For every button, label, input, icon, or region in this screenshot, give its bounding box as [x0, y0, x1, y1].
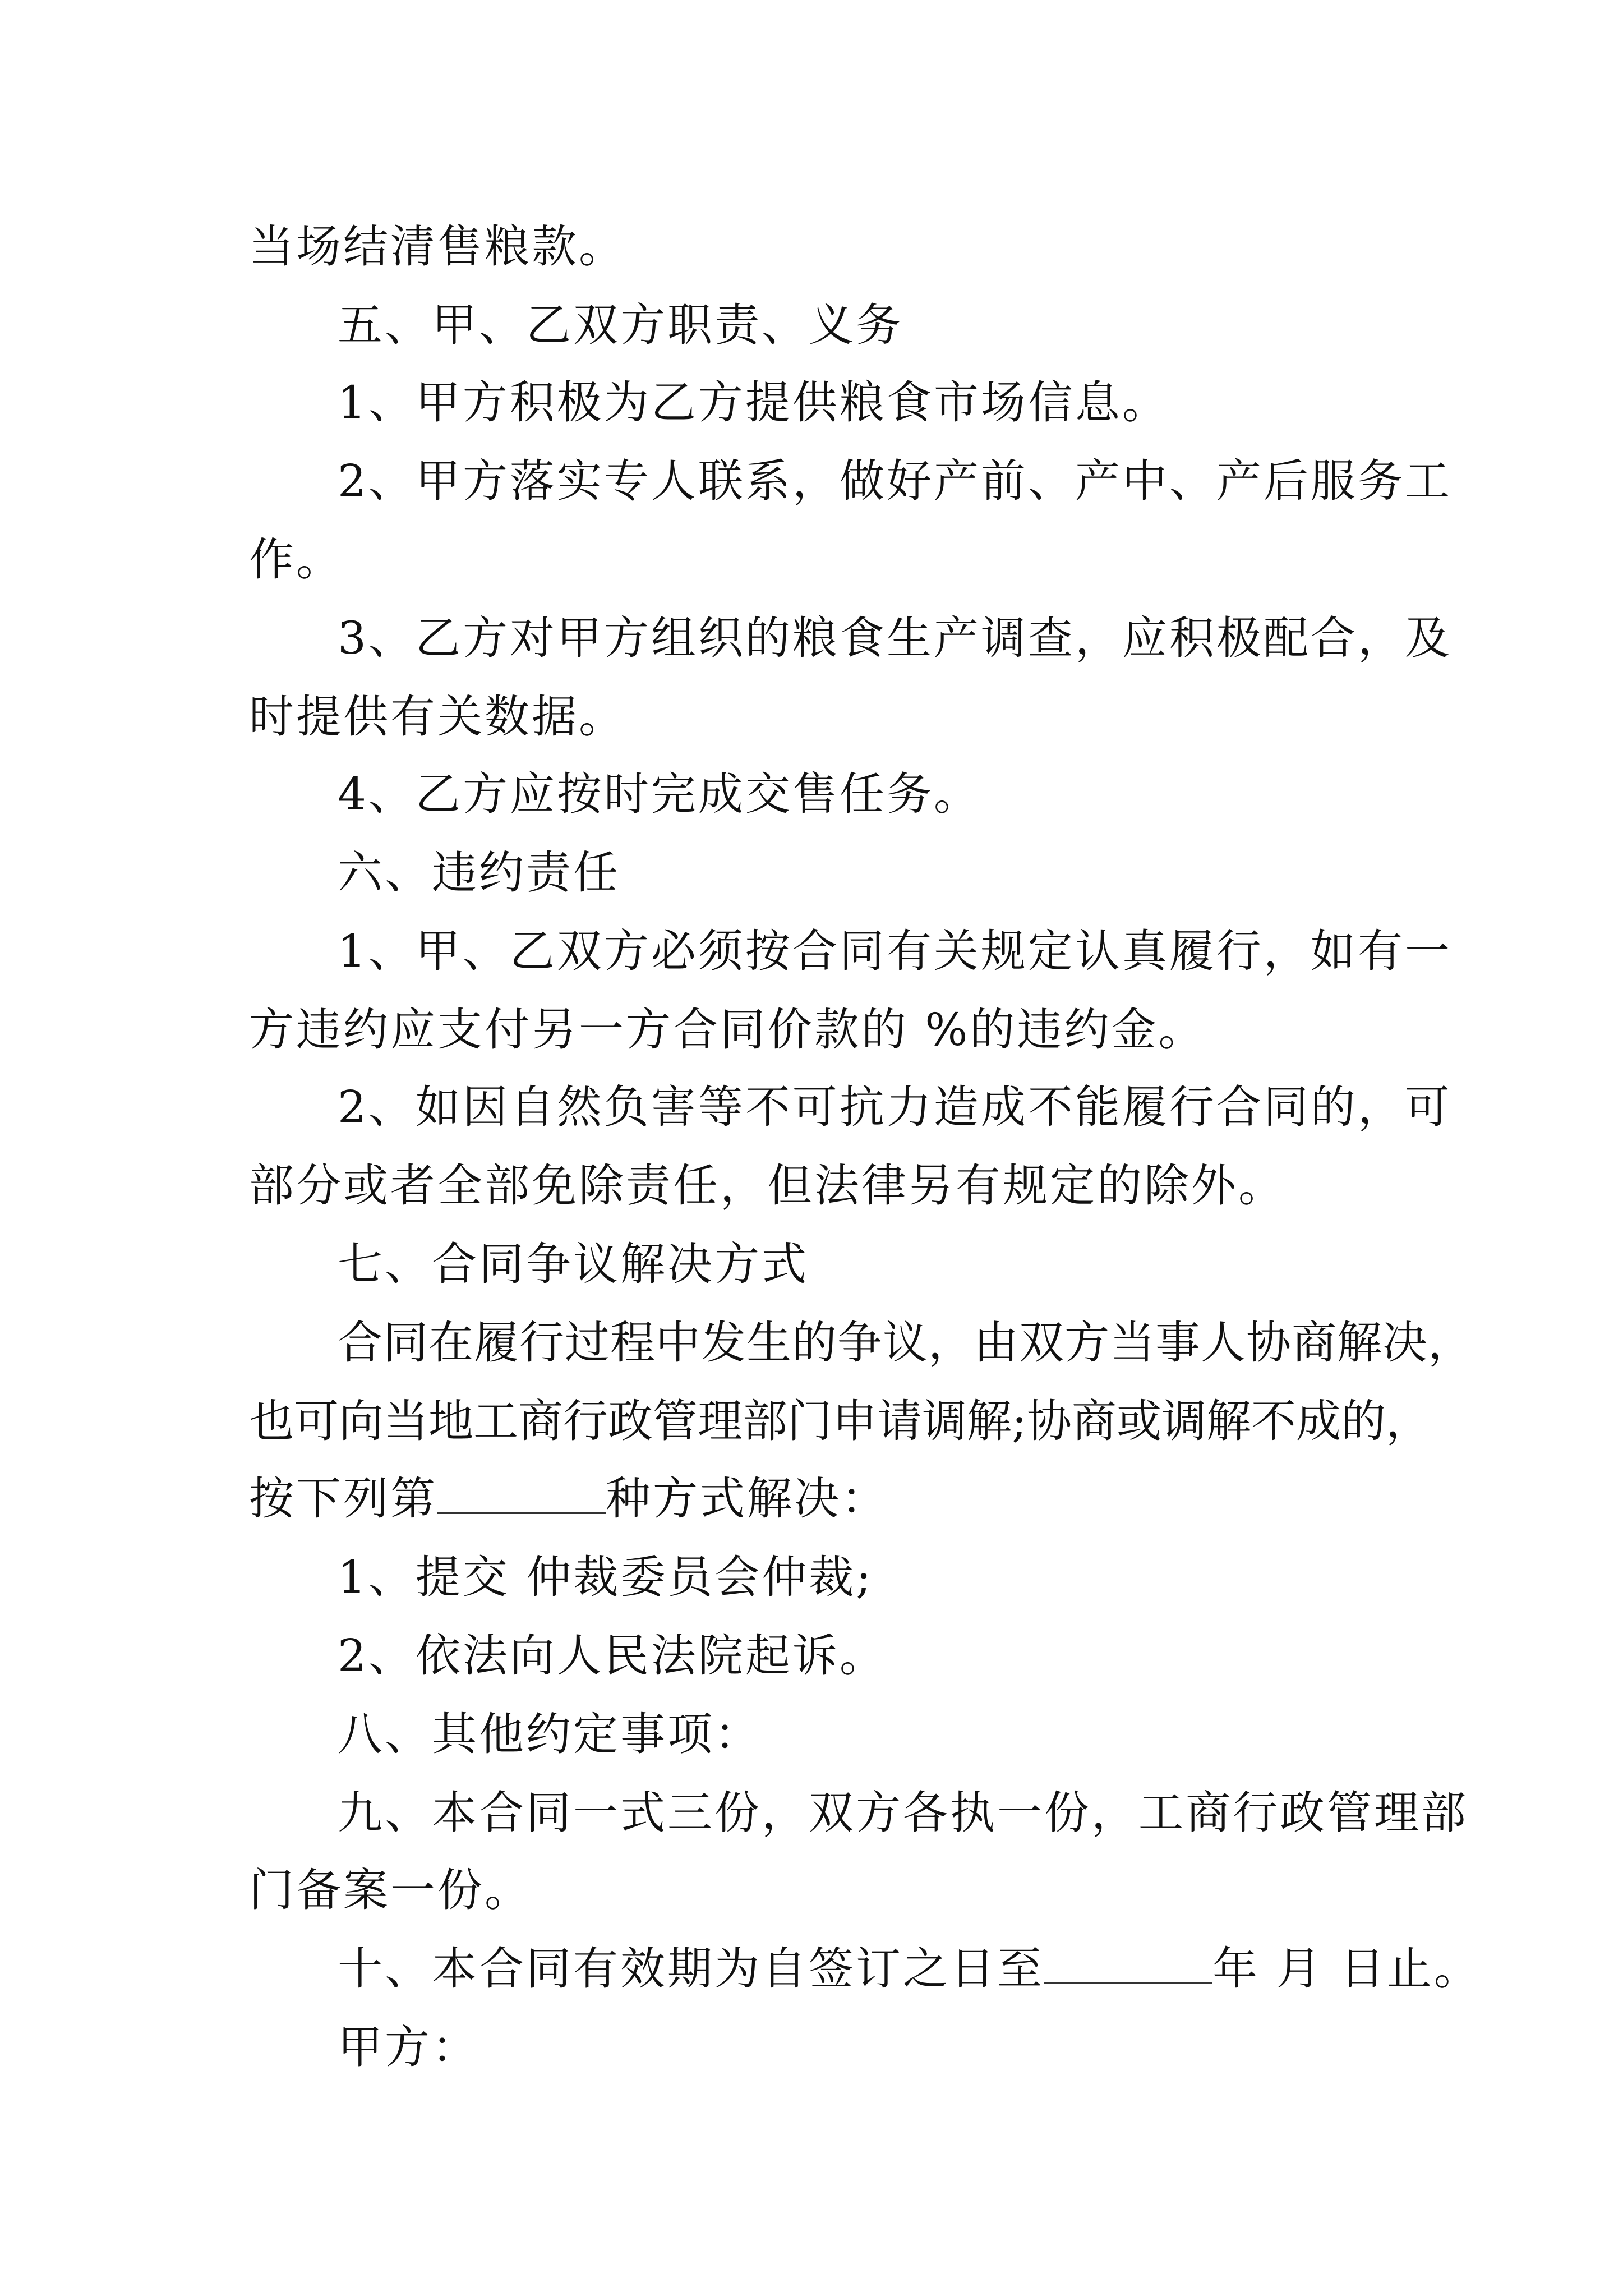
- text-line: 当场结清售粮款。: [249, 220, 626, 273]
- text-line: 也可向当地工商行政管理部门申请调解;协商或调解不成的，: [249, 1395, 1431, 1447]
- text-line: 1、甲、乙双方必须按合同有关规定认真履行，如有一: [338, 925, 1452, 977]
- text-line: 方违约应支付另一方合同价款的 %的违约金。: [249, 1004, 1206, 1056]
- text-segment: 年 月 日止。: [1212, 1943, 1481, 1995]
- text-line: 门备案一份。: [249, 1864, 532, 1916]
- section-heading: 七、合同争议解决方式: [338, 1238, 809, 1290]
- text-segment: 按下列第: [249, 1473, 437, 1525]
- section-heading: 六、违约责任: [338, 846, 620, 899]
- text-line: [338, 1941, 1481, 1997]
- fill-in-blank[interactable]: [437, 1473, 606, 1514]
- section-heading: 五、甲、乙双方职责、义务: [338, 299, 903, 351]
- text-segment: 十、本合同有效期为自签订之日至: [338, 1943, 1044, 1995]
- fill-in-blank[interactable]: [1044, 1943, 1212, 1984]
- text-line: 1、甲方积极为乙方提供粮食市场信息。: [338, 376, 1169, 429]
- signature-label: 甲方：: [338, 2021, 479, 2073]
- text-line: 2、甲方落实专人联系，做好产前、产中、产后服务工: [338, 455, 1452, 507]
- text-line: 时提供有关数据。: [249, 691, 626, 743]
- text-segment: 种方式解决：: [606, 1473, 888, 1525]
- text-line: 4、乙方应按时完成交售任务。: [338, 768, 981, 820]
- text-line: 合同在履行过程中发生的争议，由双方当事人协商解决，: [338, 1317, 1473, 1369]
- text-line: 九、本合同一式三份，双方各执一份，工商行政管理部: [338, 1787, 1468, 1839]
- text-line: 作。: [249, 533, 343, 586]
- section-heading: 八、其他约定事项：: [338, 1708, 762, 1760]
- text-line: 部分或者全部免除责任，但法律另有规定的除外。: [249, 1159, 1285, 1212]
- text-line: 2、如因自然负害等不可抗力造成不能履行合同的，可: [338, 1081, 1452, 1133]
- text-line: 1、提交 仲裁委员会仲裁;: [338, 1551, 874, 1603]
- text-line: 3、乙方对甲方组织的粮食生产调查，应积极配合，及: [338, 612, 1452, 664]
- text-line: 2、依法向人民法院起诉。: [338, 1630, 887, 1682]
- text-line: [249, 1471, 888, 1527]
